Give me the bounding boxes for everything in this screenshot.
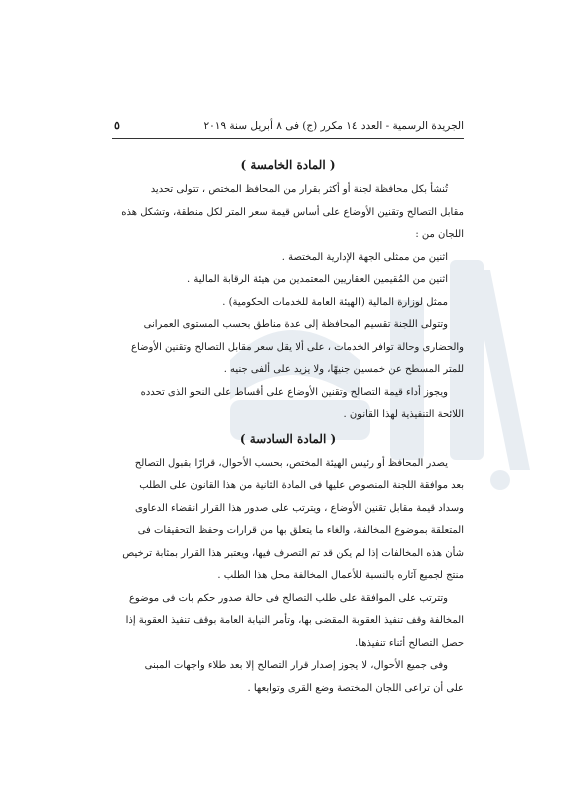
article-6-line: منتج لجميع آثاره بالنسبة للأعمال المخالفة محل هذا الطلب .	[217, 570, 464, 581]
article-6-line: شأن هذه المخالفات إذا لم يكن قد تم التصرف فيها، ويعتبر هذا القرار بمثابة ترخيص	[122, 547, 464, 559]
article-6-line: بعد موافقة اللجنة المنصوص عليها فى المادة الثانية من هذا القانون على الطلب	[139, 480, 464, 491]
article-6-line: وفى جميع الأحوال، لا يجوز إصدار قرار التصالح إلا بعد طلاء واجهات المبنى	[144, 660, 448, 671]
article-5-line: للمتر المسطح عن خمسين جنيهًا، ولا يزيد على ألفى جنيه .	[223, 364, 464, 375]
article-5-line: اللائحة التنفيذية لهذا القانون .	[343, 409, 464, 420]
article-5-line: ممثل لوزارة المالية (الهيئة العامة للخدمات الحكومية) .	[222, 296, 448, 308]
article-6-line: المتعلقة بموضوع المخالفة، والغاء ما يتعلق بها من قرارات وحفظ التحقيقات فى	[137, 525, 464, 536]
article-5-line: مقابل التصالح وتقنين الأوضاع على أساس قيمة سعر المتر لكل منطقة، وتشكل هذه	[121, 206, 464, 218]
article-6-line: وتترتب على الموافقة على طلب التصالح فى حالة صدور حكم بات فى موضوع	[128, 592, 448, 604]
document-page	[112, 118, 464, 700]
article-6-line: المخالفة وقف تنفيذ العقوبة المقضى بها، وتأمر النيابة العامة بوقف تنفيذ العقوبة إذا	[125, 615, 464, 626]
article-5-line: اثنين من المُقيمين العقاريين المعتمدين من هيئة الرقابة المالية .	[187, 274, 448, 285]
article-5-title: ( المادة الخامسة )	[240, 158, 336, 172]
article-6-title: ( المادة السادسة )	[239, 431, 337, 446]
article-5-line: ويجوز أداء قيمة التصالح وتقنين الأوضاع على أقساط على النحو الذى تحدده	[140, 386, 448, 398]
page-header	[112, 118, 464, 139]
page-number: ٥	[114, 119, 120, 132]
article-5-line: اثنين من ممثلى الجهة الإدارية المختصة .	[281, 251, 448, 263]
article-5-line: والحضارى وحالة توافر الخدمات ، على ألا يقل سعر مقابل التصالح وتقنين الأوضاع	[131, 341, 464, 353]
article-6-line: وسداد قيمة مقابل تقنين الأوضاع ، ويترتب على صدور هذا القرار انقضاء الدعاوى	[135, 502, 464, 514]
running-title: الجريدة الرسمية - العدد ١٤ مكرر (ج) فى ٨ أبريل سنة ٢٠١٩	[203, 120, 464, 132]
article-6-line: حصل التصالح أثناء تنفيذها.	[355, 637, 464, 649]
article-6-line: على أن تراعى اللجان المختصة وضع القرى وتوابعها .	[247, 682, 464, 694]
article-5-line: اللجان من :	[415, 229, 464, 240]
article-6-line: يصدر المحافظ أو رئيس الهيئة المختص، بحسب الأحوال، قرارًا بقبول التصالح	[134, 457, 448, 469]
article-5-line: تُنشأ بكل محافظة لجنة أو أكثر بقرار من المحافظ المختص ، تتولى تحديد	[150, 184, 448, 195]
article-5-line: وتتولى اللجنة تقسيم المحافظة إلى عدة مناطق بحسب المستوى العمرانى	[143, 319, 448, 330]
